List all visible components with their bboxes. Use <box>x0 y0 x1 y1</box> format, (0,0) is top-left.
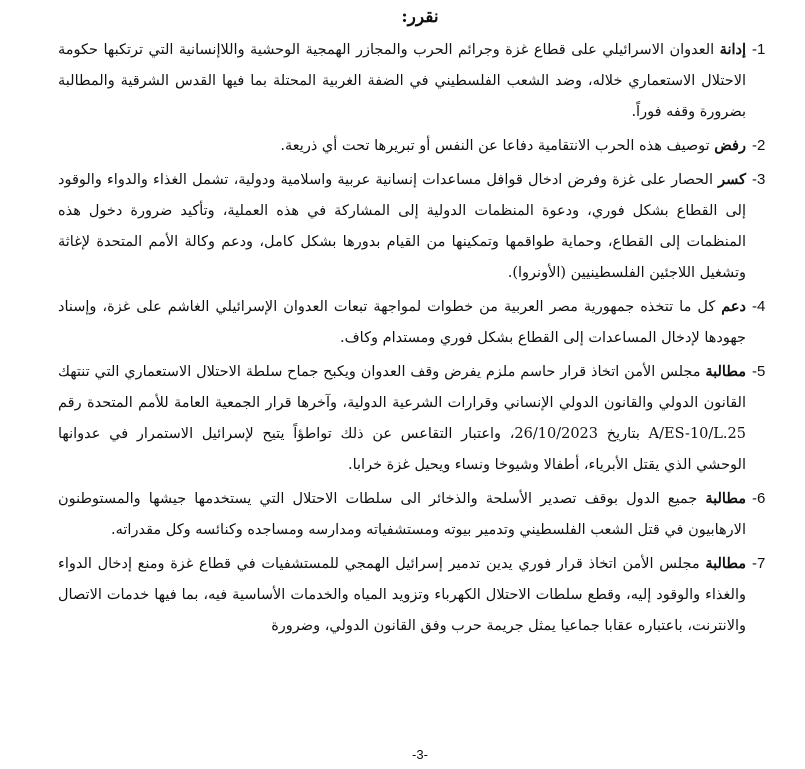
item-number: -7 <box>752 555 766 572</box>
item-lead-word: كسر <box>718 171 746 188</box>
item-text <box>58 548 746 642</box>
item-body: مجلس الأمن اتخاذ قرار فوري يدين تدمير إسرائيل الهمجي للمستشفيات في قطاع غزة ومنع إدخال الدواء والغذاء والوقود إليه، وقطع سلطات الاحتلال الكهرباء وتزويد المياه والخدمات الأساسية فيه، بما فيها خدمات الاتصال والانترنت، باعتباره عقابا جماعيا يمثل جريمة حرب وفق القانون الدولي، وضرورة <box>58 556 746 634</box>
item-body: توصيف هذه الحرب الانتقامية دفاعا عن النفس أو تبريرها تحت أي ذريعة. <box>280 138 715 154</box>
resolution-item-5 <box>58 356 766 481</box>
item-text <box>58 356 746 481</box>
item-number: -6 <box>752 490 766 507</box>
item-text <box>58 483 746 546</box>
resolution-item-6 <box>58 483 766 546</box>
resolution-list <box>58 34 766 644</box>
item-lead-word: مطالبة <box>705 363 746 380</box>
item-body: جميع الدول بوقف تصدير الأسلحة والذخائر الى سلطات الاحتلال التي يستخدمها جيشها والمستوطنون الارهابيون في قتل الشعب الفلسطيني وتدمير بيوته ومستشفياته ومدارسه ومساجده وكنائسه وكل مقدراته. <box>58 491 746 538</box>
item-body: كل ما تتخذه جمهورية مصر العربية من خطوات لمواجهة تبعات العدوان الإسرائيلي الغاشم على غزة، وإسناد جهودها لإدخال المساعدات إلى القطاع بشكل فوري ومستدام وكاف. <box>58 299 746 346</box>
item-text <box>58 34 746 128</box>
item-body: العدوان الاسرائيلي على قطاع غزة وجرائم الحرب والمجازر الهمجية الوحشية واللاإنسانية التي ترتكبها حكومة الاحتلال الاستعماري خلاله، وضد الشعب الفلسطيني في الضفة الغربية المحتلة بما فيها القدس الشرقية والمطالبة بضرورة وقفه فوراً. <box>58 42 746 120</box>
item-lead-word: دعم <box>721 298 746 315</box>
resolution-item-3 <box>58 164 766 289</box>
page-number: -3- <box>412 747 428 762</box>
item-lead-word: رفض <box>714 137 746 154</box>
item-lead-word: إدانة <box>719 41 746 58</box>
item-body: مجلس الأمن اتخاذ قرار حاسم ملزم يفرض وقف العدوان ويكبح جماح سلطة الاحتلال الاستعماري التي تنتهك القانون الدولي والقانون الدولي الإنساني وقرارات الشرعية الدولية، وآخرها قرار الجمعية العامة للأمم المتحدة رقم A/ES-10/L.25 بتاريخ 26/10/2023، واعتبار التقاعس عن ذلك تواطؤاً يتيح لإسرائيل الاستمرار في عدوانها الوحشي الذي يقتل الأبرياء، أطفالا وشيوخا ونساء ويحيل غزة خرابا. <box>58 364 746 473</box>
resolution-item-7 <box>58 548 766 642</box>
item-text <box>58 130 746 162</box>
item-lead-word: مطالبة <box>705 490 746 507</box>
resolution-item-2 <box>58 130 766 162</box>
item-number: -4 <box>752 298 766 315</box>
item-number: -2 <box>752 137 766 154</box>
resolution-item-4 <box>58 291 766 354</box>
resolution-item-1 <box>58 34 766 128</box>
item-number: -5 <box>752 363 766 380</box>
section-heading: نقرر: <box>401 7 439 27</box>
item-body: الحصار على غزة وفرض ادخال قوافل مساعدات إنسانية عربية واسلامية ودولية، تشمل الغذاء والدواء والوقود إلى القطاع بشكل فوري، ودعوة المنظمات الدولية إلى المشاركة في هذه العملية، وتأكيد ضرورة دخول هذه المنظمات إلى القطاع، وحماية طواقمها وتمكينها من القيام بدورها بشكل كامل، ودعم وكالة الأمم المتحدة لإغاثة وتشغيل اللاجئين الفلسطينيين (الأونروا). <box>58 172 746 281</box>
item-text <box>58 291 746 354</box>
item-number: -3 <box>752 171 766 188</box>
item-text <box>58 164 746 289</box>
item-lead-word: مطالبة <box>705 555 746 572</box>
item-number: -1 <box>752 41 766 58</box>
